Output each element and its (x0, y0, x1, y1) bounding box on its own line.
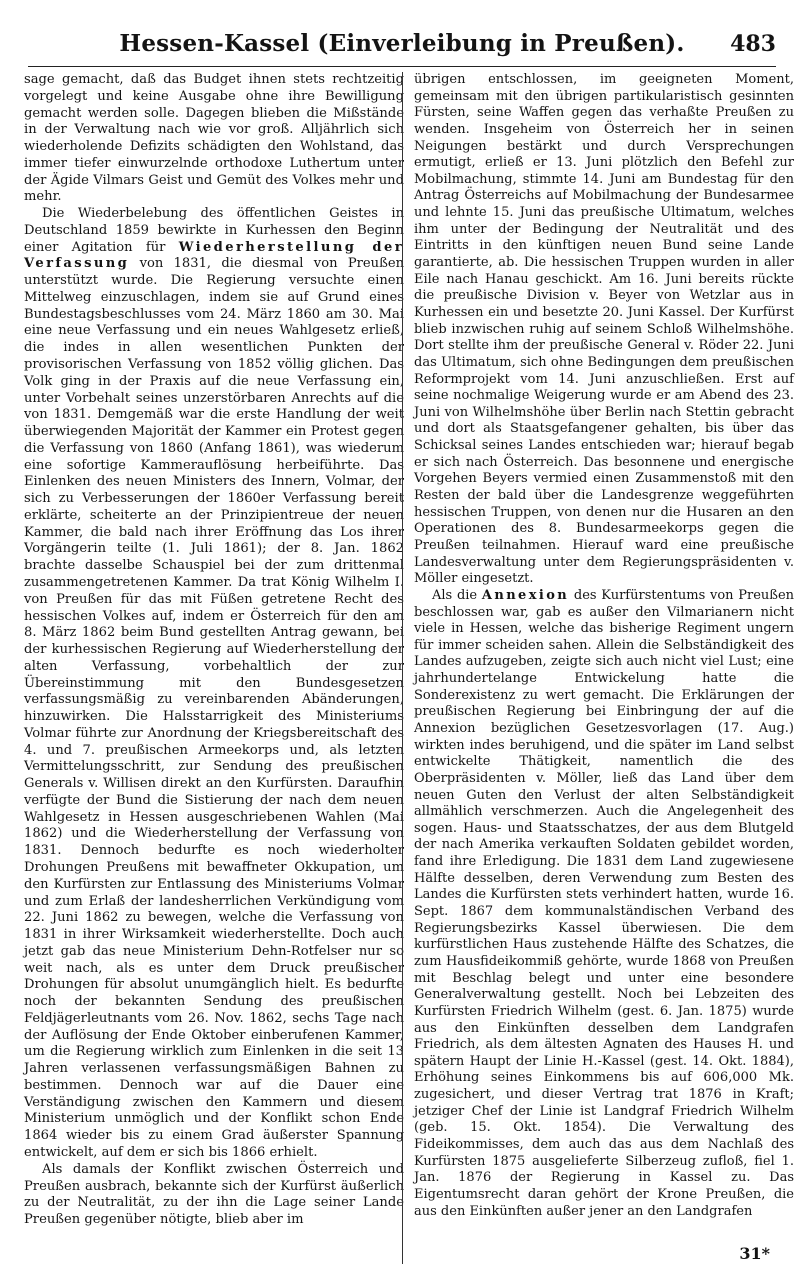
paragraph: übrigen entschlossen, im geeigneten Moment, gemeinsam mit den übrigen partikularistisch gesinnten Fürsten, seine Waffen gegen das verhaßte Preußen zu wenden. Insgeheim von Österreich her in seinen Neigungen bestärkt und durch Versprechungen ermutigt, erließ er 13. Juni plötzlich den Befehl zur Mobilmachung, stimmte 14. Juni am Bundestag für den Antrag Österreichs auf Mobilmachung der Bundesarmee und lehnte 15. Juni das preußische Ultimatum, welches ihm unter der Bedingung der Neutralität und des Eintritts in den künftigen neuen Bund seine Lande garantierte, ab. Die hessischen Truppen wurden in aller Eile nach Hanau geschickt. Am 16. Juni bereits rückte die preußische Division v. Beyer von Wetzlar aus in Kurhessen ein und besetzte 20. Juni Kassel. Der Kurfürst blieb inzwischen ruhig auf seinem Schloß Wilhelmshöhe. Dort stellte ihm der preußische General v. Röder 22. Juni das Ultimatum, sich ohne Bedingungen dem preußischen Reformprojekt vom 14. Juni anzuschließen. Erst auf seine nochmalige Weigerung wurde er am Abend des 23. Juni von Wilhelmshöhe über Berlin nach Stettin gebracht und dort als Staatsgefangener gehalten, bis über das Schicksal seines Landes entschieden war; hierauf begab er sich nach Österreich. Das besonnene und energische Vorgehen Beyers vermied einen Zusammenstoß mit den Resten der bald über die Landesgrenze weggeführten hessischen Truppen, von denen nur die Husaren an den Operationen des 8. Bundesarmeekorps gegen die Preußen teilnahmen. Hierauf ward eine preußische Landesverwaltung unter dem Regierungspräsidenten v. Möller eingesetzt. (414, 72, 794, 587)
page-number: 483 (730, 31, 776, 57)
emphasized-term: Wiederherstellung der Verfassung (24, 239, 404, 272)
running-header (28, 30, 776, 66)
column-divider (402, 72, 403, 1264)
paragraph-text: des Kurfürstentums von Preußen beschlossen war, gab es außer den Vilmarianern nicht viele in Hessen, welche das bisherige Regiment ungern für immer scheiden sahen. Allein die Selbständigkeit des Landes aufzugeben, zeigte sich auch nicht viel Lust; eine jahrhundertelange Entwickelung hatte die Sonderexistenz zu wert gemacht. Die Erklärungen der preußischen Regierung bei Einbringung der auf die Annexion bezüglichen Gesetzesvorlagen (17. Aug.) wirkten indes beruhigend, und die später im Land selbst entwickelte Thätigkeit, namentlich die des Oberpräsidenten v. Möller, ließ das Land über dem neuen Guten den Verlust der alten Selbständigkeit allmählich verschmerzen. Auch die Angelegenheit des sogen. Haus- und Staatsschatzes, der aus dem Blutgeld der nach Amerika verkauften Soldaten gebildet worden, fand ihre Erledigung. Die 1831 dem Land zugewiesene Hälfte desselben, deren Verwendung zum Besten des Landes die Kurfürsten stets verhindert hatten, wurde 16. Sept. 1867 dem kommunalständischen Verband des Regierungsbezirks Kassel überwiesen. Die dem kurfürstlichen Haus zustehende Hälfte des Schatzes, die zum Hausfideikommiß gehörte, wurde 1868 von Preußen mit Beschlag belegt und unter eine besondere Generalverwaltung gestellt. Noch bei Lebzeiten des Kurfürsten Friedrich Wilhelm (gest. 6. Jan. 1875) wurde aus den Einkünften desselben dem Landgrafen Friedrich, als dem ältesten Agnaten des Hauses H. und spätern Haupt der Linie H.-Kassel (gest. 14. Okt. 1884), Erhöhung seines Einkommens bis auf 606,000 Mk. zugesichert, und dieser Vertrag trat 1876 in Kraft; jetziger Chef der Linie ist Landgraf Friedrich Wilhelm (geb. 15. Okt. 1854). Die Verwaltung des Fideikommisses, dem auch das aus dem Nachlaß des Kurfürsten 1875 ausgelieferte Silberzeug zufloß, fiel 1. Jan. 1876 der Regierung in Kassel zu. Das Eigentumsrecht daran gehört der Krone Preußen, die aus den Einkünften außer jener an den Landgrafen (414, 587, 795, 1219)
right-column (414, 72, 794, 1220)
paragraph (414, 588, 794, 1220)
left-column (24, 72, 404, 1229)
paragraph-text: Als die (432, 587, 478, 603)
paragraph: Als damals der Konflikt zwischen Österreich und Preußen ausbrach, bekannte sich der Kurfürst äußerlich zu der Neutralität, zu der ihn die Lage seiner Lande Preußen gegenüber nötigte, blieb aber im (24, 1161, 404, 1228)
page-title: Hessen-Kassel (Einverleibung in Preußen). (119, 30, 685, 57)
signature-mark: 31* (739, 1244, 770, 1263)
paragraph: sage gemacht, daß das Budget ihnen stets rechtzeitig vorgelegt und keine Ausgabe ohne ihre Bewilligung gemacht werden solle. Dagegen blieben die Mißstände in der Verwaltung nach wie vor groß. Alljährlich sich wiederholende Defizits schädigten den Wohlstand, das immer tiefer einwurzelnde orthodoxe Luthertum unter der Ägide Vilmars Geist und Gemüt des Volkes mehr und mehr. (24, 72, 404, 205)
paragraph-text: Die Wiederbelebung des öffentlichen Geistes in Deutschland 1859 bewirkte in Kurhessen den Beginn einer Agitation für (24, 206, 404, 255)
paragraph-text: von 1831, die diesmal von Preußen unterstützt wurde. Die Regierung versuchte einen Mittelweg einzuschlagen, indem sie auf Grund eines Bundestagsbeschlusses vom 24. März 1860 am 30. Mai eine neue Verfassung und ein neues Wahlgesetz erließ, die indes in allen wesentlichen Punkten der provisorischen Verfassung von 1852 völlig glichen. Das Volk ging in der Praxis auf die neue Verfassung ein, unter Vorbehalt seines unzerstörbaren Anrechts auf die von 1831. Demgemäß war die erste Handlung der weit überwiegenden Majorität der Kammer ein Protest gegen die Verfassung von 1860 (Anfang 1861), was wiederum eine sofortige Kammerauflösung herbeiführte. Das Einlenken des neuen Ministers des Innern, Volmar, der sich zu Verbesserungen der 1860er Verfassung bereit erklärte, scheiterte an der Prinzipientreue der neuen Kammer, die bald nach ihrer Eröffnung das Los ihrer Vorgängerin teilte (1. Juli 1861); der 8. Jan. 1862 brachte dasselbe Schauspiel bei der zum drittenmal zusammengetretenen Kammer. Da trat König Wilhelm I. von Preußen für das mit Füßen getretene Recht des hessischen Volkes auf, indem er Österreich für den am 8. März 1862 beim Bund gestellten Antrag gewann, bei der kurhessischen Regierung auf Wiederherstellung der alten Verfassung, vorbehaltlich der zur Übereinstimmung mit den Bundesgesetzen verfassungsmäßig zu vereinbarenden Abänderungen, hinzuwirken. Die Halsstarrigkeit des Ministeriums Volmar führte zur Anordnung der Kriegsbereitschaft des 4. und 7. preußischen Armeekorps und, als letzten Vermittelungsschritt, zur Sendung des preußischen Generals v. Willisen direkt an den Kurfürsten. Daraufhin verfügte der Bund die Sistierung der nach dem neuen Wahlgesetz in Hessen ausgeschriebenen Wahlen (Mai 1862) und die Wiederherstellung der Verfassung von 1831. Dennoch bedurfte es noch wiederholter Drohungen Preußens mit bewaffneter Okkupation, um den Kurfürsten zur Entlassung des Ministeriums Volmar und zum Erlaß der landesherrlichen Verkündigung vom 22. Juni 1862 zu bewegen, welche die Verfassung von 1831 in ihrer Wirksamkeit wiederherstellte. Doch auch jetzt gab das neue Ministerium Dehn-Rotfelser nur so weit nach, als es unter dem Druck preußischer Drohungen für absolut unumgänglich hielt. Es bedurfte noch der bekannten Sendung des preußischen Feldjägerleutnants vom 26. Nov. 1862, sechs Tage nach der Auflösung der Ende Oktober einberufenen Kammer, um die Regierung wirklich zum Einlenken in die seit 13 Jahren verlassenen verfassungsmäßigen Bahnen zu bestimmen. Dennoch war auf die Dauer eine Verständigung zwischen den Kammern und diesem Ministerium unmöglich und der Konflikt schon Ende 1864 wieder bis zu einem Grad äußerster Spannung entwickelt, auf dem er sich bis 1866 erhielt. (24, 256, 405, 1160)
header-rule (28, 66, 776, 67)
emphasized-term: Annexion (481, 587, 570, 603)
paragraph (24, 206, 404, 1162)
